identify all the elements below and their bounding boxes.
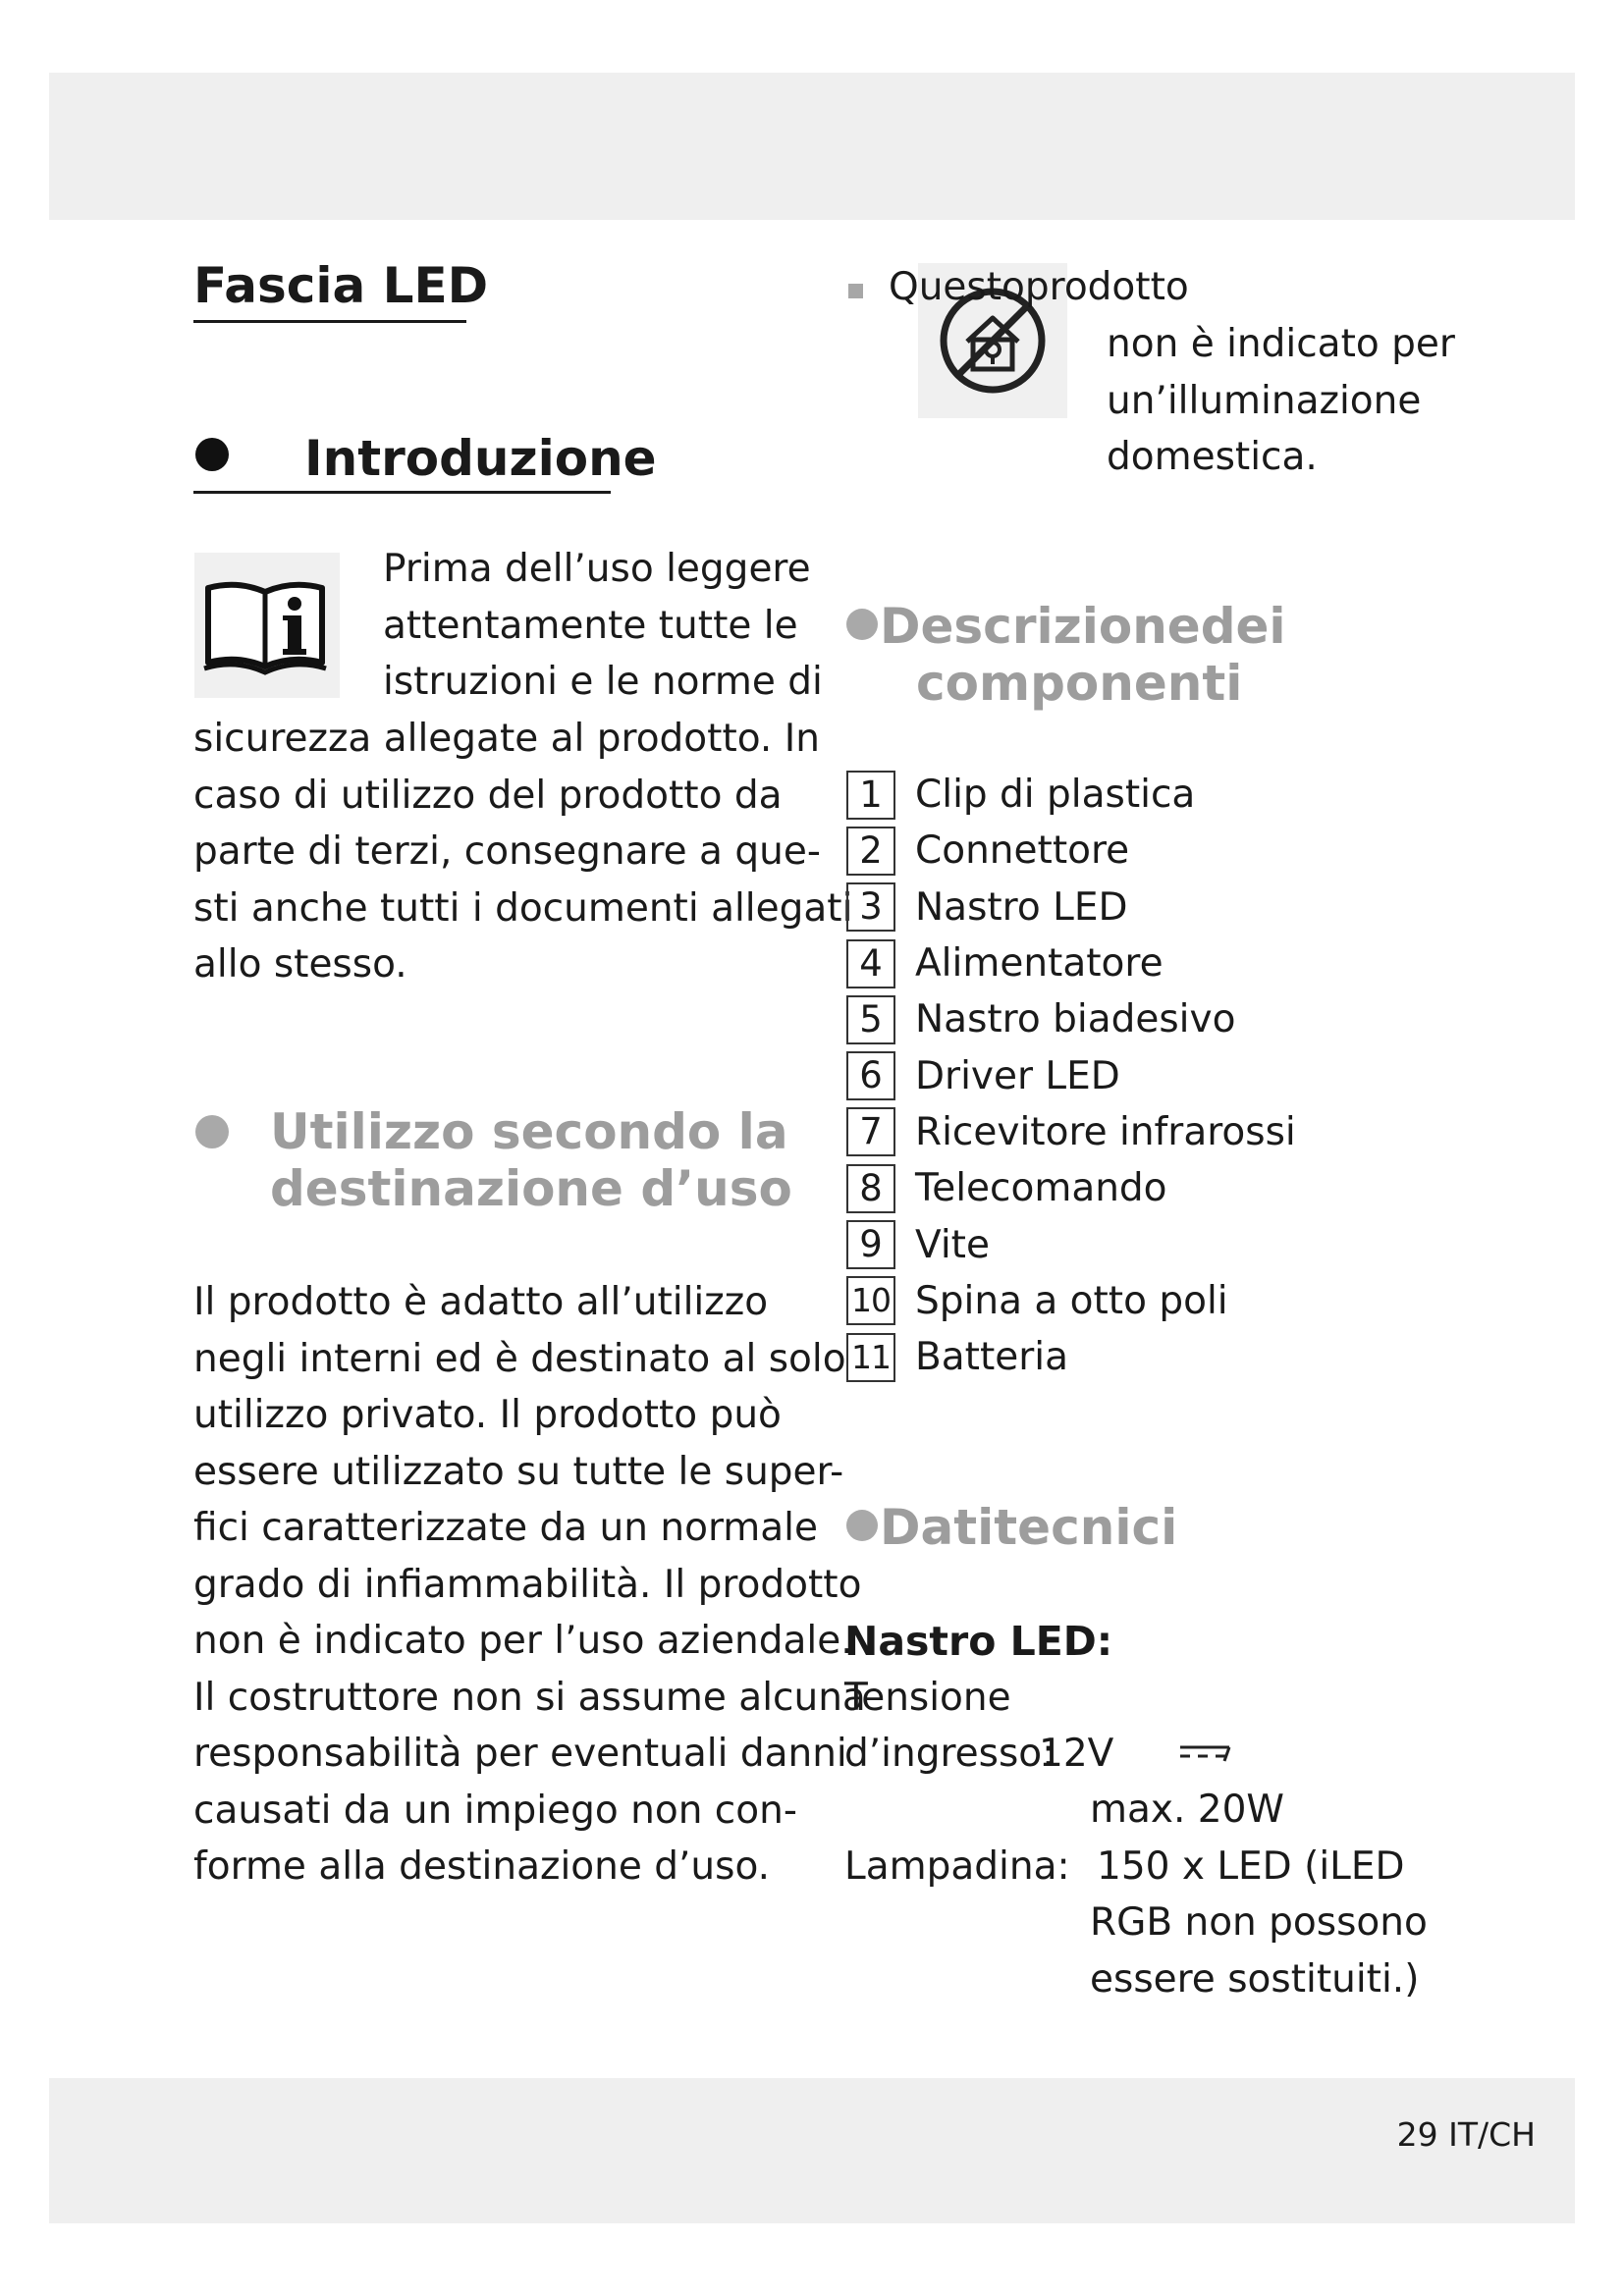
list-item (846, 1104, 1296, 1160)
item-label: Ricevitore infrarossi (915, 1109, 1296, 1154)
intro-text-beside-icon (383, 541, 823, 711)
item-label: Spina a otto poli (915, 1278, 1228, 1323)
text-line: RGB non possono (1090, 1900, 1428, 1945)
item-number: 3 (846, 882, 895, 932)
item-number: 5 (846, 995, 895, 1044)
text-line: parte di terzi, consegnare a que- (193, 829, 821, 874)
text-line: attentamente tutte le (383, 603, 798, 648)
list-item (846, 1160, 1296, 1216)
components-heading-line2: componenti (916, 655, 1243, 712)
item-label: Nastro LED (915, 884, 1128, 930)
text-line: istruzioni e le norme di (383, 660, 823, 704)
item-label: Batteria (915, 1335, 1068, 1380)
section-bullet-icon (195, 1115, 229, 1148)
dc-current-icon (1178, 1743, 1237, 1769)
text-line: non è indicato per l’uso aziendale. (193, 1619, 853, 1663)
list-item (846, 767, 1296, 823)
lampadina-label: Lampadina: (844, 1844, 1070, 1889)
list-item (846, 1047, 1296, 1103)
warning-text (1107, 316, 1455, 486)
page-number: 29 IT/CH (1396, 2115, 1536, 2154)
list-item (846, 823, 1296, 879)
text-line: un’illuminazione (1107, 378, 1422, 423)
text-line: Il costruttore non si assume alcuna (193, 1675, 866, 1720)
text-line: grado di infiammabilità. Il prodotto (193, 1562, 862, 1607)
item-label: Driver LED (915, 1053, 1120, 1098)
section-bullet-icon (195, 438, 229, 471)
list-item (846, 1273, 1296, 1329)
text-line: non è indicato per (1107, 322, 1455, 366)
list-item (846, 991, 1296, 1047)
text-line: sti anche tutti i documenti allegati (193, 885, 853, 931)
text-line: fici caratterizzate da un normale (193, 1506, 819, 1550)
item-number: 10 (846, 1276, 895, 1325)
read-instructions-icon (194, 553, 340, 698)
list-item (846, 880, 1296, 935)
item-label: Vite (915, 1222, 990, 1267)
item-number: 6 (846, 1051, 895, 1100)
lampadina-note (1090, 1895, 1428, 2007)
components-list (846, 767, 1296, 1385)
heading-line: Utilizzo secondo la (270, 1103, 788, 1160)
text-line: responsabilità per eventuali danni (193, 1732, 847, 1776)
item-label: Telecomando (915, 1166, 1167, 1211)
text-line: causati da un impiego non con- (193, 1788, 797, 1833)
ingresso-value: 12V (1039, 1732, 1114, 1776)
usage-body (193, 1274, 866, 1896)
text-line: caso di utilizzo del prodotto da (193, 773, 783, 818)
item-label: Connettore (915, 828, 1130, 874)
text-line: Prima dell’uso leggere (383, 547, 811, 591)
tensione-label: Tensione (844, 1676, 1011, 1720)
bullet-square-icon (848, 284, 863, 298)
ingresso-label: d’ingresso: (844, 1732, 1056, 1776)
item-number: 4 (846, 939, 895, 988)
item-number: 9 (846, 1220, 895, 1269)
text-line: utilizzo privato. Il prodotto può (193, 1393, 782, 1437)
intro-heading: Introduzione (304, 430, 657, 487)
components-heading: Descrizionedei (880, 598, 1286, 655)
list-item (846, 1329, 1296, 1385)
heading-line: destinazione d’uso (270, 1160, 792, 1217)
intro-body (193, 711, 852, 993)
usage-heading (270, 1103, 792, 1217)
text-line: domestica. (1107, 435, 1318, 479)
lampadina-value: 150 x LED (iLED (1097, 1844, 1405, 1889)
item-label: Alimentatore (915, 941, 1164, 987)
item-number: 11 (846, 1333, 895, 1382)
header-band (49, 73, 1575, 220)
section-bullet-icon (846, 609, 878, 640)
text-line: Il prodotto è adatto all’utilizzo (193, 1280, 769, 1324)
item-number: 2 (846, 827, 895, 876)
intro-underline (193, 491, 611, 494)
text-line: sicurezza allegate al prodotto. In (193, 717, 820, 761)
list-item (846, 1216, 1296, 1272)
item-number: 8 (846, 1164, 895, 1213)
page-title: Fascia LED (193, 257, 489, 314)
section-bullet-icon (846, 1510, 878, 1541)
list-item (846, 935, 1296, 991)
item-label: Clip di plastica (915, 773, 1196, 818)
item-number: 1 (846, 771, 895, 820)
text-line: negli interni ed è destinato al solo (193, 1336, 846, 1381)
text-line: allo stesso. (193, 942, 407, 987)
max-power-value: max. 20W (1090, 1788, 1284, 1832)
text-line: essere sostituiti.) (1090, 1956, 1420, 2002)
text-line: forme alla destinazione d’uso. (193, 1844, 771, 1889)
text-line: essere utilizzato su tutte le super- (193, 1449, 844, 1494)
technical-subheading: Nastro LED: (844, 1618, 1113, 1665)
item-number: 7 (846, 1107, 895, 1156)
item-label: Nastro biadesivo (915, 997, 1236, 1042)
title-underline (193, 320, 466, 323)
technical-heading: Datitecnici (880, 1499, 1178, 1556)
footer-band (49, 2078, 1575, 2223)
warning-first-line: Questoprodotto (889, 265, 1189, 309)
